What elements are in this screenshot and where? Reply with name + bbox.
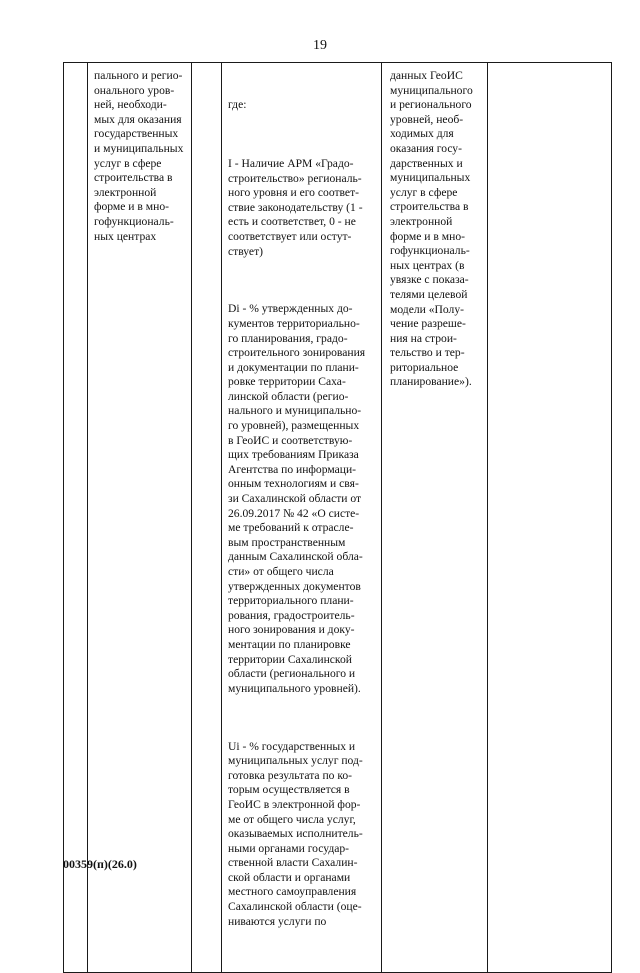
formula-term-i: I - Наличие АРМ «Градо- строительство» региональ- ного уровня и его соответ- ствие законодательству (1 - есть и соответствет, 0 - не соответствует или остут- ствует) bbox=[228, 156, 363, 258]
empty-notes-cell bbox=[488, 63, 612, 973]
formula-term-ui: Ui - % государственных и муниципальных услуг под- готовка результата по ко- торым осуществляется в ГеоИС в электронной фор- ме от общего числа услуг, оказываемых исполнитель- ными органами государ- ственной власти Сахалин- ской области и органами местного самоуправления Сахалинской области (оце- ниваются услуги по bbox=[228, 739, 363, 928]
empty-number-cell bbox=[64, 63, 88, 973]
formula-description-cell bbox=[222, 63, 382, 973]
page-number: 19 bbox=[313, 38, 327, 53]
formula-description-text bbox=[222, 63, 381, 972]
data-source-cell bbox=[382, 63, 488, 973]
service-name-text: пального и регио- онального уров- ней, необходи- мых для оказания государственных и муниципальных услуг в сфере строительства в электронной форме и в мно- гофункциональ- ных центрах bbox=[94, 69, 184, 243]
table-row bbox=[64, 63, 612, 973]
empty-gap-cell bbox=[192, 63, 222, 973]
document-table bbox=[63, 62, 612, 973]
data-source-text: данных ГеоИС муниципального и регионального уровней, необ- ходимых для оказания госу- дарственных и муниципальных услуг в сфере строительства в электронной форме и в мно- гофункциональ- ных центрах (в увязке с показа- телями целевой модели «Полу- чение разреше- ния на строи- тельство и тер- риториальное планирование»). bbox=[390, 69, 473, 389]
formula-term-di: Di - % утвержденных до- кументов территориально- го планирования, градо- строительного зонирования и документации по плани- ровке территории Саха- линской области (регио- нального и муниципально- го уровней), размещенных в ГеоИС и соответствую- щих требованиям Приказа Агентства по информаци- онным технологиям и свя- зи Сахалинской области от 26.09.2017 № 42 «О систе- ме требований к отрасле- вым пространственным данным Сахалинской обла- сти» от общего числа утвержденных документов территориального плани- рования, градостроитель- ного зонирования и доку- ментации по планировке территории Сахалинской области (регионального и муниципального уровней). bbox=[228, 302, 366, 695]
document-code: 00359(п)(26.0) bbox=[63, 857, 137, 871]
service-name-cell bbox=[88, 63, 192, 973]
formula-intro: где: bbox=[228, 98, 247, 112]
